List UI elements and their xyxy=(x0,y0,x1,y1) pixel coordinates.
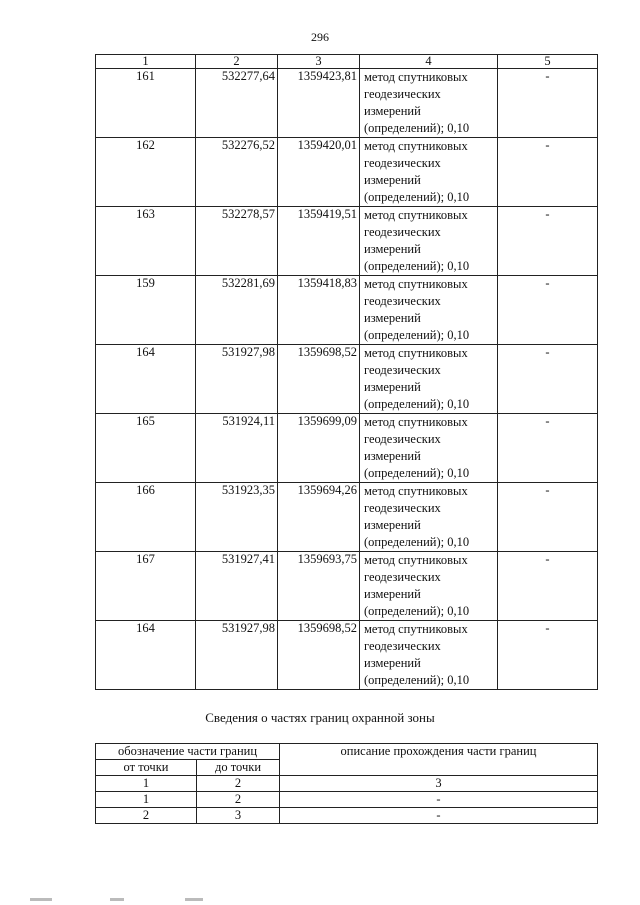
point-number: 167 xyxy=(96,552,196,621)
point-number: 164 xyxy=(96,345,196,414)
scan-artifact xyxy=(110,898,124,901)
coordinates-header-row xyxy=(96,55,598,69)
scan-artifact xyxy=(30,898,52,901)
determination-method: метод спутниковых геодезических измерений (определений); 0,10 xyxy=(360,483,498,552)
determination-method: метод спутниковых геодезических измерений (определений); 0,10 xyxy=(360,276,498,345)
y-coordinate: 1359423,81 xyxy=(278,69,360,138)
point-number: 159 xyxy=(96,276,196,345)
point-number: 161 xyxy=(96,69,196,138)
coordinates-table xyxy=(95,54,598,690)
y-coordinate: 1359694,26 xyxy=(278,483,360,552)
extra-info: - xyxy=(498,69,598,138)
extra-info: - xyxy=(498,207,598,276)
column-header: 2 xyxy=(196,55,278,69)
point-number: 164 xyxy=(96,621,196,690)
description: - xyxy=(280,792,598,808)
column-header: 4 xyxy=(360,55,498,69)
determination-method: метод спутниковых геодезических измерений (определений); 0,10 xyxy=(360,207,498,276)
y-coordinate: 1359698,52 xyxy=(278,621,360,690)
determination-method: метод спутниковых геодезических измерений (определений); 0,10 xyxy=(360,552,498,621)
x-coordinate: 531923,35 xyxy=(196,483,278,552)
point-number: 166 xyxy=(96,483,196,552)
table-row xyxy=(96,808,598,824)
extra-info: - xyxy=(498,621,598,690)
column-number: 1 xyxy=(96,776,197,792)
boundary-parts-table xyxy=(95,743,598,824)
x-coordinate: 532278,57 xyxy=(196,207,278,276)
column-header: 3 xyxy=(278,55,360,69)
extra-info: - xyxy=(498,552,598,621)
table-row xyxy=(96,345,598,414)
header-boundary-designation: обозначение части границ xyxy=(96,744,280,760)
table-row xyxy=(96,207,598,276)
from-point: 2 xyxy=(96,808,197,824)
point-number: 165 xyxy=(96,414,196,483)
determination-method: метод спутниковых геодезических измерений (определений); 0,10 xyxy=(360,345,498,414)
point-number: 162 xyxy=(96,138,196,207)
parts-numbering-row xyxy=(96,776,598,792)
x-coordinate: 532276,52 xyxy=(196,138,278,207)
page-number: 296 xyxy=(311,30,329,44)
extra-info: - xyxy=(498,483,598,552)
y-coordinate: 1359419,51 xyxy=(278,207,360,276)
table-row xyxy=(96,621,598,690)
from-point: 1 xyxy=(96,792,197,808)
table-row xyxy=(96,276,598,345)
extra-info: - xyxy=(498,345,598,414)
scan-artifact xyxy=(185,898,203,901)
extra-info: - xyxy=(498,414,598,483)
column-number: 2 xyxy=(197,776,280,792)
determination-method: метод спутниковых геодезических измерений (определений); 0,10 xyxy=(360,621,498,690)
x-coordinate: 531927,98 xyxy=(196,621,278,690)
determination-method: метод спутниковых геодезических измерений (определений); 0,10 xyxy=(360,138,498,207)
description: - xyxy=(280,808,598,824)
column-header: 5 xyxy=(498,55,598,69)
table-row xyxy=(96,138,598,207)
determination-method: метод спутниковых геодезических измерений (определений); 0,10 xyxy=(360,69,498,138)
table-row xyxy=(96,483,598,552)
determination-method: метод спутниковых геодезических измерений (определений); 0,10 xyxy=(360,414,498,483)
column-number: 3 xyxy=(280,776,598,792)
y-coordinate: 1359699,09 xyxy=(278,414,360,483)
table-row xyxy=(96,552,598,621)
column-header: 1 xyxy=(96,55,196,69)
extra-info: - xyxy=(498,276,598,345)
y-coordinate: 1359420,01 xyxy=(278,138,360,207)
to-point: 3 xyxy=(197,808,280,824)
y-coordinate: 1359693,75 xyxy=(278,552,360,621)
parts-header-row xyxy=(96,744,598,760)
header-boundary-description: описание прохождения части границ xyxy=(280,744,598,776)
x-coordinate: 532281,69 xyxy=(196,276,278,345)
y-coordinate: 1359698,52 xyxy=(278,345,360,414)
x-coordinate: 531924,11 xyxy=(196,414,278,483)
table-row xyxy=(96,792,598,808)
extra-info: - xyxy=(498,138,598,207)
table-row xyxy=(96,69,598,138)
section-title: Сведения о частях границ охранной зоны xyxy=(205,710,435,725)
to-point: 2 xyxy=(197,792,280,808)
y-coordinate: 1359418,83 xyxy=(278,276,360,345)
x-coordinate: 531927,41 xyxy=(196,552,278,621)
x-coordinate: 532277,64 xyxy=(196,69,278,138)
header-to-point: до точки xyxy=(197,760,280,776)
coordinates-body xyxy=(96,69,598,690)
point-number: 163 xyxy=(96,207,196,276)
x-coordinate: 531927,98 xyxy=(196,345,278,414)
table-row xyxy=(96,414,598,483)
header-from-point: от точки xyxy=(96,760,197,776)
